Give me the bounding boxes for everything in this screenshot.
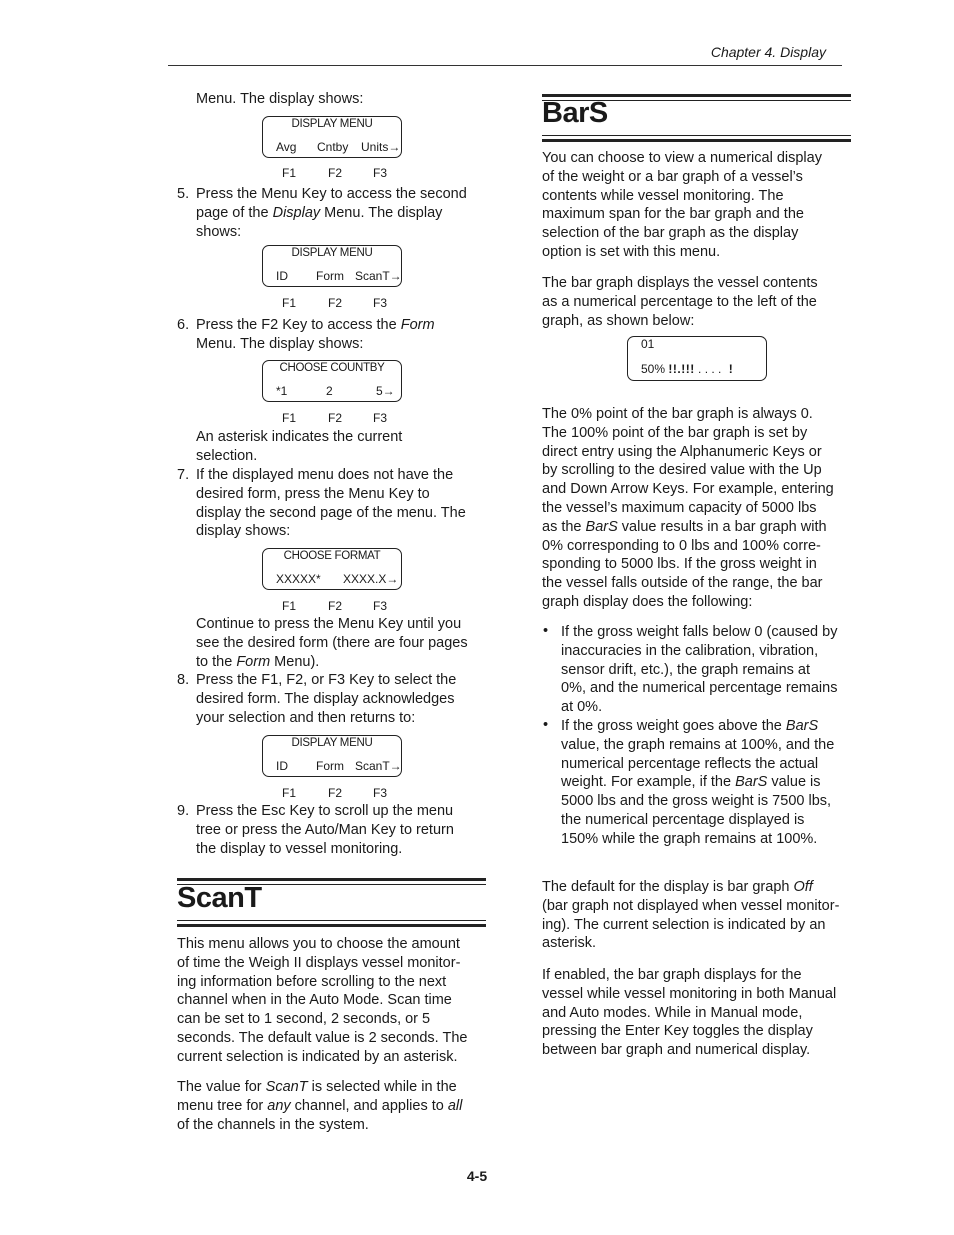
lcd-percent: 50% xyxy=(641,362,666,376)
lcd-title: CHOOSE FORMAT xyxy=(283,550,381,562)
lcd-key-label: ID xyxy=(276,759,288,773)
bars-paragraph-5: If enabled, the bar graph displays for the vessel while vessel monitoring in both Manual and Auto modes. While in Manual mode, pressing the Enter Key toggles the display between bar graph and numerical display. xyxy=(542,967,837,1059)
bullet-dot: • xyxy=(543,717,549,733)
lcd-title: DISPLAY MENU xyxy=(291,247,373,259)
f1-key-label: F1 xyxy=(282,411,297,425)
step6-text: Press the F2 Key to access the Form Menu. The display shows: xyxy=(196,317,435,352)
lcd-bar-empty: . . . . xyxy=(698,362,722,376)
lcd-key-label: ScanT→ xyxy=(355,269,402,283)
bars-heading: BarS xyxy=(542,97,608,129)
lcd-key-label: Units→ xyxy=(361,140,401,154)
lcd-key-label: Form xyxy=(316,269,344,283)
f1-key-label: F1 xyxy=(282,599,297,613)
section-rule-top xyxy=(177,878,486,881)
bars-paragraph-1: You can choose to view a numerical display of the weight or a bar graph of a vessel’s contents while vessel monitoring. The maximum span for the bar graph and the selection of the bar graph as the display option is set with this menu. xyxy=(542,150,822,260)
lcd-display-menu-1 xyxy=(262,116,402,158)
f2-key-label: F2 xyxy=(328,166,343,180)
lcd-key-label: Form xyxy=(316,759,344,773)
f1-key-label: F1 xyxy=(282,296,297,310)
lcd-title: DISPLAY MENU xyxy=(291,737,373,749)
lcd-key-label: Avg xyxy=(276,140,297,154)
step-number: 9. xyxy=(177,803,190,819)
step8-text: Press the F1, F2, or F3 Key to select the desired form. The display acknowledges your selection and then returns to: xyxy=(196,672,457,726)
section-rule-bottom-thin xyxy=(542,135,851,136)
lcd-key-label: 2 xyxy=(326,384,333,398)
continue-note: Continue to press the Menu Key until you see the desired form (there are four pages to the Form Menu). xyxy=(196,616,468,670)
f2-key-label: F2 xyxy=(328,296,343,310)
lcd-title: DISPLAY MENU xyxy=(291,118,373,130)
lcd-channel-number: 01 xyxy=(641,337,655,351)
asterisk-note: An asterisk indicates the current selection. xyxy=(196,429,403,464)
f1-key-label: F1 xyxy=(282,786,297,800)
f3-key-label: F3 xyxy=(373,599,388,613)
bullet-item-2: If the gross weight goes above the BarS value, the graph remains at 100%, and the numerical percentage reflects the actual weight. For example, if the BarS value is 5000 lbs and the gross weight is 7500 lbs, the numerical percentage displayed is 150% while the graph remains at 100%. xyxy=(561,718,835,847)
section-rule-bottom xyxy=(177,924,486,927)
scant-heading: ScanT xyxy=(177,882,262,914)
lcd-key-label: 5→ xyxy=(376,384,395,398)
header-rule xyxy=(168,65,842,66)
chapter-header: Chapter 4. Display xyxy=(710,44,826,60)
f2-key-label: F2 xyxy=(328,786,343,800)
lcd-title: CHOOSE COUNTBY xyxy=(279,362,385,374)
lcd-key-label: XXXXX* xyxy=(276,572,321,586)
step-number: 6. xyxy=(177,317,190,333)
lcd-key-label: *1 xyxy=(276,384,288,398)
scant-paragraph-2: The value for ScanT is selected while in the menu tree for any channel, and applies to all of the channels in the system. xyxy=(177,1079,463,1133)
f3-key-label: F3 xyxy=(373,411,388,425)
section-rule-bottom-thin xyxy=(177,920,486,921)
section-rule-bottom xyxy=(542,139,851,142)
lcd-bar-end: ! xyxy=(728,362,734,376)
scant-paragraph: This menu allows you to choose the amount of time the Weigh II displays vessel monitor- ing information before scrolling to the next channel when in the Auto Mode. Scan time can be set to 1 second, 2 seconds, or 5 seconds. The default value is 2 seconds. The current selection is indicated by an asterisk. xyxy=(177,936,468,1065)
step-number: 5. xyxy=(177,186,190,202)
step7-text: If the displayed menu does not have the desired form, press the Menu Key to display the second page of the menu. The display shows: xyxy=(196,467,466,540)
step-number: 8. xyxy=(177,672,190,688)
lcd-bar-readout xyxy=(641,362,733,376)
lcd-key-label: ID xyxy=(276,269,288,283)
f3-key-label: F3 xyxy=(373,296,388,310)
f3-key-label: F3 xyxy=(373,166,388,180)
f2-key-label: F2 xyxy=(328,411,343,425)
step5-text: Press the Menu Key to access the second page of the Display Menu. The display shows: xyxy=(196,186,467,240)
f1-key-label: F1 xyxy=(282,166,297,180)
lcd-key-label: ScanT→ xyxy=(355,759,402,773)
step-number: 7. xyxy=(177,467,190,483)
bullet-item-1: If the gross weight falls below 0 (caused by inaccuracies in the calibration, vibration, sensor drift, etc.), the graph remains at 0%, and the numerical percentage remains at 0%. xyxy=(561,624,838,716)
page-number: 4-5 xyxy=(466,1168,488,1184)
bars-paragraph-3: The 0% point of the bar graph is always 0. The 100% point of the bar graph is set by direct entry using the Alphanumeric Keys or by scrolling to the desired value with the Up and Down Arrow Keys. For example, entering the vessel’s maximum capacity of 5000 lbs as the BarS value results in a bar graph with 0% corresponding to 0 lbs and 100% corre- sponding to 5000 lbs. If the gross weight in the vessel falls outside of the range, the bar graph display does the following: xyxy=(542,406,834,610)
bars-paragraph-4: The default for the display is bar graph Off (bar graph not displayed when vessel monitor- ing). The current selection is indicated by an asterisk. xyxy=(542,879,840,952)
lcd-choose-format xyxy=(262,548,402,590)
lcd-choose-countby xyxy=(262,360,402,402)
bullet-dot: • xyxy=(543,623,549,639)
lcd-display-menu-2 xyxy=(262,245,402,287)
intro-line: Menu. The display shows: xyxy=(196,91,364,107)
lcd-key-label: XXXX.X→ xyxy=(343,572,399,586)
lcd-display-menu-3 xyxy=(262,735,402,777)
f2-key-label: F2 xyxy=(328,599,343,613)
bars-paragraph-2: The bar graph displays the vessel contents as a numerical percentage to the left of the graph, as shown below: xyxy=(542,275,818,329)
f3-key-label: F3 xyxy=(373,786,388,800)
lcd-bar-filled: !!.!!! xyxy=(668,362,695,376)
step9-text: Press the Esc Key to scroll up the menu tree or press the Auto/Man Key to return the display to vessel monitoring. xyxy=(196,803,454,857)
lcd-key-label: Cntby xyxy=(317,140,349,154)
lcd-bar-graph xyxy=(627,336,767,381)
